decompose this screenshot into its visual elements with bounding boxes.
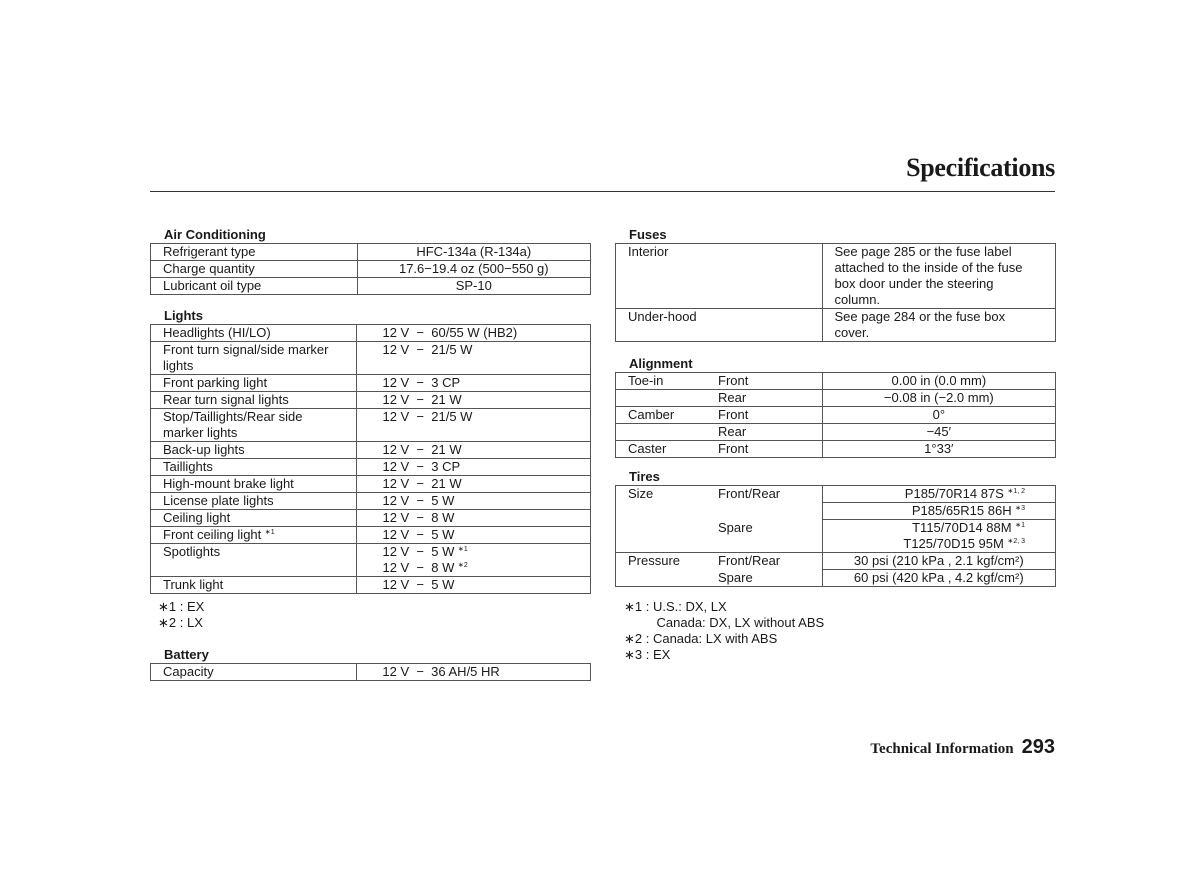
alignment-label: Caster Front — [616, 441, 823, 458]
alignment-label: Camber Front — [616, 407, 823, 424]
lights-section-title: Lights — [164, 308, 203, 323]
light-value: 12 V − 8 W — [357, 510, 591, 527]
light-value: 12 V − 21/5 W — [357, 409, 591, 426]
table-row — [616, 520, 1056, 537]
table-row — [151, 510, 591, 527]
ac-value: SP-10 — [357, 278, 590, 295]
alignment-table — [615, 372, 1056, 458]
battery-section-title: Battery — [164, 647, 209, 662]
alignment-label: Rear — [616, 390, 823, 407]
footnote: ∗2 : LX — [158, 615, 203, 630]
light-label: Back-up lights — [151, 442, 357, 459]
table-row — [616, 390, 1056, 407]
ac-table — [150, 243, 591, 295]
ac-section-title: Air Conditioning — [164, 227, 266, 242]
table-row — [151, 392, 591, 409]
tire-value: T125/70D15 95M $^{∗2, 3}$ — [822, 536, 1055, 553]
light-label: marker lights — [151, 425, 357, 442]
tire-label: Pressure Front/Rear — [616, 553, 823, 570]
tires-section-title: Tires — [629, 469, 660, 484]
tire-value: P185/65R15 86H $^{∗3}$ — [822, 503, 1055, 520]
table-row — [151, 278, 591, 295]
lights-footnotes — [158, 599, 204, 631]
tire-label — [616, 536, 823, 553]
alignment-value: −45′ — [822, 424, 1055, 441]
table-row — [616, 536, 1056, 553]
light-value: 12 V − 21 W — [357, 392, 591, 409]
fuse-value: See page 285 or the fuse label attached to the inside of the fuse box door under the steering column. — [822, 244, 1055, 309]
page-footer — [870, 736, 1055, 759]
light-label: Ceiling light — [151, 510, 357, 527]
table-row — [616, 441, 1056, 458]
fuse-label: Interior — [616, 244, 823, 309]
table-row — [616, 486, 1056, 503]
table-row — [151, 664, 591, 681]
alignment-value: 0.00 in (0.0 mm) — [822, 373, 1055, 390]
table-row — [616, 553, 1056, 570]
light-label: Taillights — [151, 459, 357, 476]
table-row — [151, 442, 591, 459]
page-number: 293 — [1021, 736, 1055, 758]
tires-table — [615, 485, 1056, 587]
light-value: 12 V − 3 CP — [357, 459, 591, 476]
light-value: 12 V − 8 W $^{∗2}$ — [357, 560, 591, 577]
table-row — [151, 261, 591, 278]
light-value: 12 V − 5 W — [357, 527, 591, 544]
alignment-value: 1°33′ — [822, 441, 1055, 458]
alignment-value: −0.08 in (−2.0 mm) — [822, 390, 1055, 407]
fuse-value: See page 284 or the fuse box cover. — [822, 309, 1055, 342]
tire-value: T115/70D14 88M $^{∗1}$ — [822, 520, 1055, 537]
table-row — [151, 493, 591, 510]
light-label — [151, 560, 357, 577]
table-row — [151, 527, 591, 544]
light-value: 12 V − 21/5 W — [357, 342, 591, 359]
battery-value: 12 V − 36 AH/5 HR — [357, 664, 591, 681]
light-label: Headlights (HI/LO) — [151, 325, 357, 342]
alignment-section-title: Alignment — [629, 356, 693, 371]
tire-label: Spare — [616, 570, 823, 587]
light-value: 12 V − 5 W $^{∗1}$ — [357, 544, 591, 561]
light-label: Trunk light — [151, 577, 357, 594]
table-row — [151, 244, 591, 261]
light-label: Stop/Taillights/Rear side — [151, 409, 357, 426]
light-value: 12 V − 5 W — [357, 577, 591, 594]
table-row — [151, 358, 591, 375]
ac-label: Refrigerant type — [151, 244, 358, 261]
light-value: 12 V − 5 W — [357, 493, 591, 510]
table-row — [151, 577, 591, 594]
fuses-section-title: Fuses — [629, 227, 667, 242]
tire-value: P185/70R14 87S $^{∗1, 2}$ — [822, 486, 1055, 503]
footnote: ∗1 : U.S.: DX, LX — [624, 599, 727, 614]
footnote-mark: ∗1 — [458, 546, 468, 553]
footer-section-title: Technical Information — [870, 741, 1014, 757]
lights-table — [150, 324, 591, 594]
footnote-mark: ∗2 — [458, 562, 468, 569]
alignment-value: 0° — [822, 407, 1055, 424]
table-row — [151, 342, 591, 359]
light-value: 12 V − 60/55 W (HB2) — [357, 325, 591, 342]
tire-label: Spare — [616, 520, 823, 537]
light-label: High-mount brake light — [151, 476, 357, 493]
alignment-label: Toe-in Front — [616, 373, 823, 390]
ac-label: Lubricant oil type — [151, 278, 358, 295]
table-row — [151, 476, 591, 493]
page-title: Specifications — [906, 153, 1055, 182]
table-row — [616, 424, 1056, 441]
light-label: Spotlights — [151, 544, 357, 561]
table-row — [151, 459, 591, 476]
light-value: 12 V − 21 W — [357, 442, 591, 459]
table-row — [616, 309, 1056, 342]
footnote: ∗2 : Canada: LX with ABS — [624, 631, 778, 646]
table-row — [151, 425, 591, 442]
table-row — [151, 375, 591, 392]
ac-value: 17.6−19.4 oz (500−550 g) — [357, 261, 590, 278]
alignment-label: Rear — [616, 424, 823, 441]
table-row — [616, 407, 1056, 424]
footnote: ∗1 : EX — [158, 599, 205, 614]
fuses-table — [615, 243, 1056, 342]
table-row — [151, 325, 591, 342]
battery-label: Capacity — [151, 664, 357, 681]
tire-label: Size Front/Rear — [616, 486, 823, 503]
table-row — [616, 503, 1056, 520]
ac-label: Charge quantity — [151, 261, 358, 278]
light-label: Front parking light — [151, 375, 357, 392]
table-row — [616, 373, 1056, 390]
light-label: lights — [151, 358, 357, 375]
footnote: ∗3 : EX — [624, 647, 671, 662]
tire-label — [616, 503, 823, 520]
light-value: 12 V − 21 W — [357, 476, 591, 493]
tires-footnotes — [624, 599, 824, 663]
table-row — [151, 409, 591, 426]
title-rule — [150, 191, 1055, 192]
table-row — [616, 244, 1056, 309]
table-row — [151, 544, 591, 561]
ac-value: HFC-134a (R-134a) — [357, 244, 590, 261]
tire-value: 60 psi (420 kPa , 4.2 kgf/cm²) — [822, 570, 1055, 587]
battery-table — [150, 663, 591, 681]
fuse-label: Under-hood — [616, 309, 823, 342]
table-row — [151, 560, 591, 577]
light-value — [357, 358, 591, 375]
light-value: 12 V − 3 CP — [357, 375, 591, 392]
light-label: Front turn signal/side marker — [151, 342, 357, 359]
footnote-mark: ∗1 — [264, 529, 275, 536]
light-label: Rear turn signal lights — [151, 392, 357, 409]
footnote: Canada: DX, LX without ABS — [624, 615, 825, 630]
light-value — [357, 425, 591, 442]
table-row — [616, 570, 1056, 587]
tire-value: 30 psi (210 kPa , 2.1 kgf/cm²) — [822, 553, 1055, 570]
light-label: License plate lights — [151, 493, 357, 510]
light-label: Front ceiling light $^{∗1}$ — [151, 527, 357, 544]
